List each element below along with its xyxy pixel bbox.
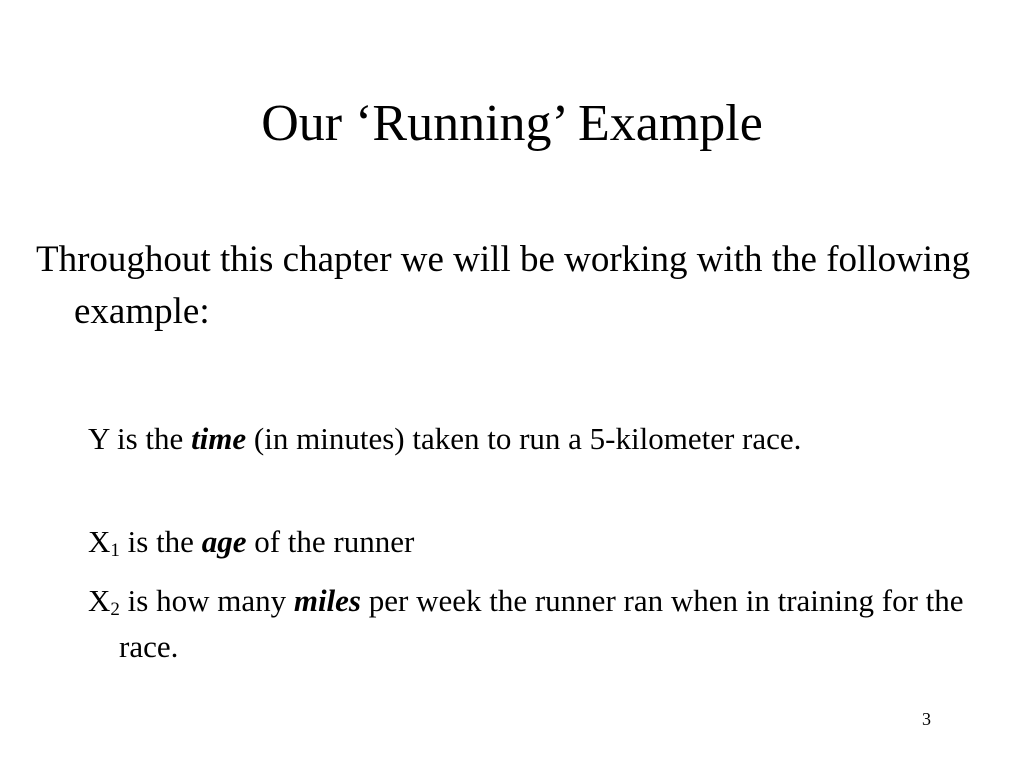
variable-x1: X <box>88 524 111 559</box>
slide-title: Our ‘Running’ Example <box>261 95 763 152</box>
term-age: age <box>201 524 247 559</box>
definition-x1 <box>88 519 1019 565</box>
term-time: time <box>191 421 247 456</box>
definition-y-post: (in minutes) taken to run a 5-kilometer race. <box>246 421 802 456</box>
definition-y <box>88 416 1019 462</box>
intro-text: Throughout this chapter we will be working with the following example: <box>36 239 971 332</box>
variable-x2-subscript: 2 <box>110 599 120 620</box>
definition-x2-pre: is how many <box>119 583 294 618</box>
variable-x1-subscript: 1 <box>110 540 120 561</box>
term-miles: miles <box>293 583 361 618</box>
variable-x2: X <box>88 583 111 618</box>
variable-y: Y <box>88 421 110 456</box>
definition-x2-post: per week the runner ran when in training for the race. <box>119 583 964 664</box>
definition-y-pre: is the <box>109 421 192 456</box>
page-number: 3 <box>922 709 931 729</box>
definition-x1-pre: is the <box>119 524 202 559</box>
definition-x2 <box>88 578 1019 670</box>
definition-x1-post: of the runner <box>246 524 415 559</box>
